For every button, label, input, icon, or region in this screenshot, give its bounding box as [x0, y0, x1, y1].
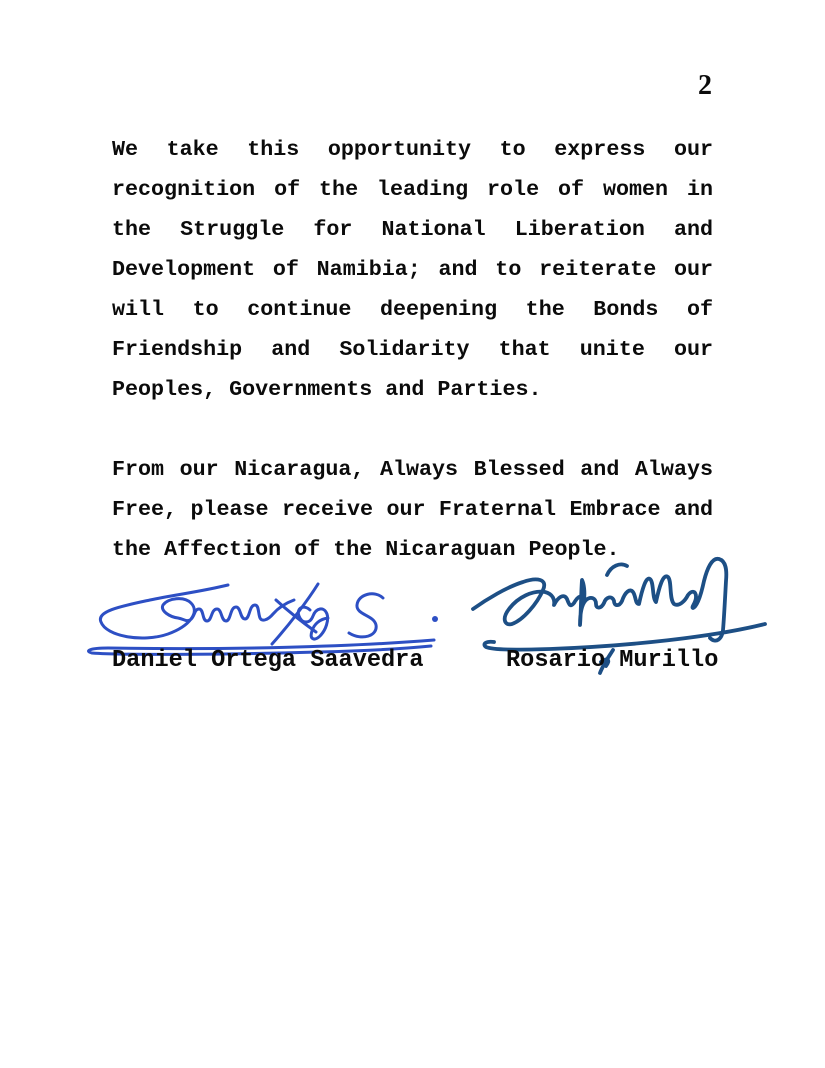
signatory-name-daniel-ortega-saavedra: Daniel Ortega Saavedra [112, 647, 424, 674]
page-number: 2 [698, 70, 712, 101]
letter-body [112, 130, 713, 570]
paragraph-1: We take this opportunity to express our recognition of the leading role of women in the Struggle for National Liberation and Development of Namibia; and to reiterate our will to continue deepening the Bonds of Friendship and Solidarity that unite our Peoples, Governments and Parties. [112, 137, 713, 402]
daniel-ortega-signature-strokes [89, 584, 438, 654]
paragraph-2: From our Nicaragua, Always Blessed and Always Free, please receive our Fraternal Embrace and the Affection of the Nicaraguan People. [112, 457, 713, 562]
signatory-name-rosario-murillo: Rosario Murillo [506, 647, 719, 674]
